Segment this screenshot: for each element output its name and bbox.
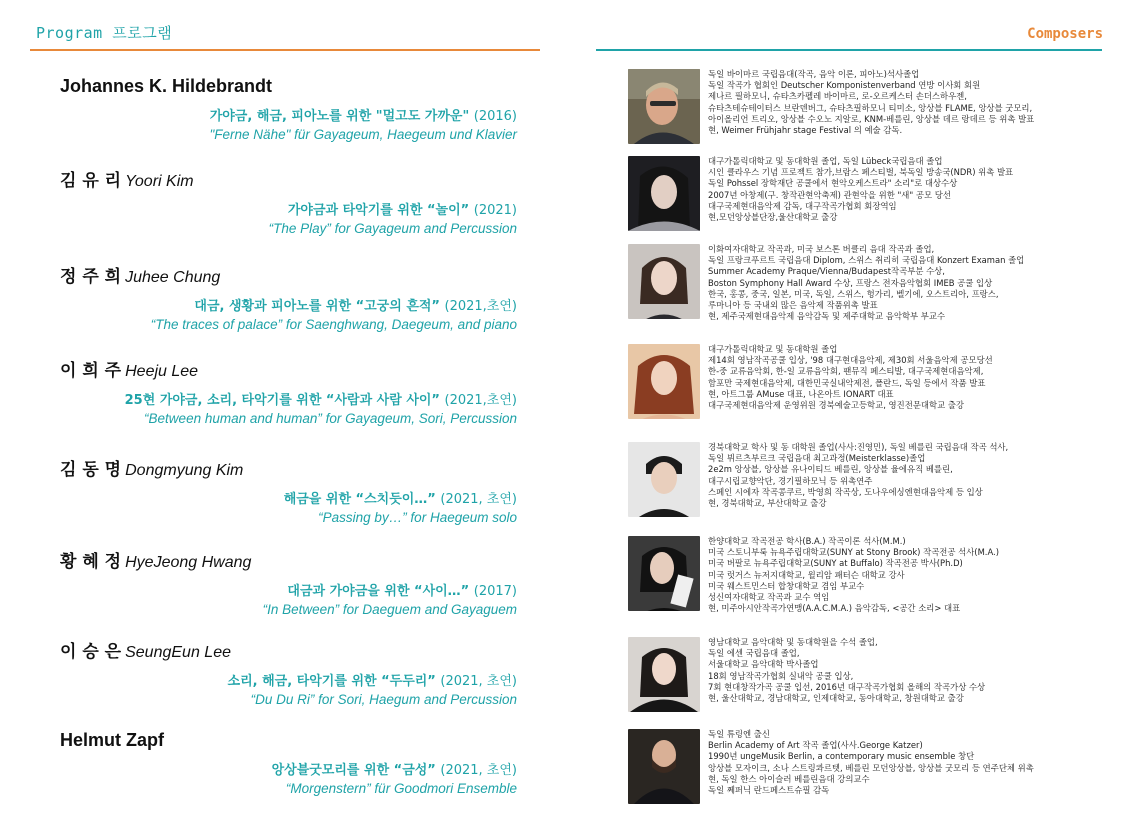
composer-name-text: 황 혜 정 bbox=[60, 552, 122, 572]
composer-bio bbox=[708, 344, 1088, 411]
bio-line: 시인 클라우스 기념 프로젝트 참가,브람스 페스티벌, 북독일 방송국(NDR) 위촉 발표 bbox=[708, 167, 1014, 178]
work-title-en: “The Play” for Gayageum and Percussion bbox=[268, 221, 517, 236]
header-divider-left bbox=[30, 49, 540, 51]
bio-line: 대구국제현대음악제 운영위원 경북예술고등학교, 영진전문대학교 출강 bbox=[708, 400, 965, 411]
bio-line: 영남대학교 음악대학 및 동대학원을 수석 졸업, bbox=[708, 637, 878, 647]
bio-line: 2e2m 앙상블, 앙상블 유나이티드 베를린, 앙상블 율에유직 베를린, bbox=[708, 464, 953, 475]
composer-romanized: HyeJeong Hwang bbox=[125, 554, 252, 571]
program-item bbox=[60, 166, 517, 236]
work-title-ko bbox=[60, 105, 517, 124]
composer-bio bbox=[708, 244, 1088, 322]
program-item bbox=[60, 637, 517, 707]
bio-line: 이화여자대학교 작곡과, 미국 보스톤 버클리 음대 작곡과 졸업, bbox=[708, 244, 935, 254]
composer-name-text: 김 유 리 bbox=[60, 171, 122, 191]
work-title-ko bbox=[60, 295, 517, 314]
composer-name-text: 이 희 주 bbox=[60, 361, 122, 381]
bio-line: 한-중 교류음악회, 한-일 교류음악회, 팬뮤직 페스티발, 대구국제현대음악제, bbox=[708, 366, 984, 377]
bio-line: 미국 버팔로 뉴욕주립대학교(SUNY at Buffalo) 작곡전공 박사(Ph.D) bbox=[708, 558, 963, 569]
work-year: (2017) bbox=[473, 584, 517, 599]
program-item bbox=[60, 262, 517, 332]
bio-line: 현, 경북대학교, 부산대학교 출강 bbox=[708, 498, 827, 509]
bio-line: 독일 쩨퍼닉 란드페스트슈필 감독 bbox=[708, 785, 830, 796]
work-title-ko bbox=[60, 389, 517, 408]
work-title-en: “Morgenstern” für Goodmori Ensemble bbox=[285, 781, 517, 796]
work-year: (2021, 초연) bbox=[440, 674, 517, 689]
composer-name bbox=[60, 262, 517, 287]
work-title-en: “The traces of palace” for Saenghwang, Daegeum, and piano bbox=[150, 317, 517, 332]
bio-line: 현, 울산대학교, 경남대학교, 인제대학교, 동아대학교, 창원대학교 출강 bbox=[708, 693, 964, 704]
composer-name-text: Helmut Zapf bbox=[60, 730, 165, 750]
bio-line: 현, 독일 한스 아이슬러 베를린음대 강의교수 bbox=[708, 773, 870, 784]
composer-romanized: Yoori Kim bbox=[125, 173, 194, 190]
bio-line: 독일 튜링엔 출신 bbox=[708, 729, 770, 739]
bio-line: 성신여자대학교 작곡과 교수 역임 bbox=[708, 592, 830, 603]
program-item bbox=[60, 76, 517, 142]
bio-line: 대구국제현대음악제 감독, 대구작곡가협회 회장역임 bbox=[708, 200, 897, 211]
composer-name-text: 이 승 은 bbox=[60, 642, 122, 662]
composer-name bbox=[60, 76, 517, 97]
composer-romanized: SeungEun Lee bbox=[125, 644, 231, 661]
header-divider-right bbox=[596, 49, 1102, 51]
program-item bbox=[60, 455, 517, 525]
work-title-ko bbox=[60, 488, 517, 507]
bio-line: 앙상블 모자이크, 소나 스트링콰르텟, 베를린 모던앙상블, 앙상블 굿모리 등 연주단체 위촉 bbox=[708, 762, 1034, 773]
composer-name bbox=[60, 356, 517, 381]
program-header-title: Program 프로그램 bbox=[36, 24, 173, 42]
work-title-ko-text: 소리, 해금, 타악기를 위한 “두두리” bbox=[227, 674, 436, 689]
bio-line: 제14회 영남작곡공쿨 입상, '98 대구현대음악제, 제30회 서울음악제 공모당선 bbox=[708, 355, 993, 366]
bio-line: 독일 Pohssel 장학재단 공쿨에서 현악오케스트라" 소리"로 대상수상 bbox=[708, 178, 958, 189]
composer-name-text: 정 주 희 bbox=[60, 267, 122, 287]
bio-line: 미국 스토니부룩 뉴욕주립대학교(SUNY at Stony Brook) 작곡전공 석사(M.A.) bbox=[708, 547, 999, 558]
composer-name bbox=[60, 547, 517, 572]
bio-line: 미국 럿거스 뉴저지대학교, 윌리암 패터슨 대학교 강사 bbox=[708, 569, 905, 580]
bio-line: Berlin Academy of Art 작곡 졸업(사사.George Katzer) bbox=[708, 740, 923, 751]
bio-line: 함포만 국제현대음악제, 대한민국실내악제전, 폴란드, 독일 등에서 작품 발표 bbox=[708, 377, 986, 388]
composer-name bbox=[60, 455, 517, 480]
program-item bbox=[60, 547, 517, 617]
bio-line: 루마니아 등 국내외 많은 음악제 작품위촉 발표 bbox=[708, 300, 878, 311]
work-title-ko-text: 대금과 가야금을 위한 “사이…” bbox=[287, 584, 470, 599]
work-title-ko bbox=[60, 759, 517, 778]
work-year: (2021,초연) bbox=[444, 393, 517, 408]
work-title-en: “Du Du Ri” for Sori, Haegum and Percussion bbox=[250, 692, 517, 707]
work-title-en: “Between human and human” for Gayageum, Sori, Percussion bbox=[144, 411, 517, 426]
composer-romanized: Heeju Lee bbox=[125, 363, 199, 380]
work-title-ko bbox=[60, 670, 517, 689]
composer-name bbox=[60, 730, 517, 751]
bio-line: Boston Symphony Hall Award 수상, 프랑스 전자음악협회 IMEB 공쿨 입상 bbox=[708, 277, 993, 288]
work-year: (2016) bbox=[473, 109, 517, 124]
composer-photo bbox=[628, 536, 700, 611]
composer-name-text: 김 동 명 bbox=[60, 460, 122, 480]
bio-line: 제나르 필하모니, 슈타츠카펠레 바이마르, 로-오르케스터 손더스하우젠, bbox=[708, 91, 967, 102]
composer-name bbox=[60, 637, 517, 662]
bio-line: 독일 뷔르츠부르크 국립음대 최고과정(Meisterklasse)졸업 bbox=[708, 453, 926, 464]
bio-line: Summer Academy Praque/Vienna/Budapest작곡부분 수상, bbox=[708, 266, 945, 277]
composer-photo bbox=[628, 637, 700, 712]
composer-romanized: Dongmyung Kim bbox=[125, 462, 244, 479]
bio-line: 1990년 ungeMusik Berlin, a contemporary music ensemble 창단 bbox=[708, 751, 975, 762]
composer-bio bbox=[708, 637, 1088, 704]
bio-line: 현, 미주아시안작곡가연맹(A.A.C.M.A.) 음악감독, <공간 소리> 대표 bbox=[708, 603, 961, 614]
bio-line: 대구가톨릭대학교 및 동대학원 졸업 bbox=[708, 344, 838, 354]
work-title-ko bbox=[60, 199, 517, 218]
work-year: (2021, 초연) bbox=[440, 763, 517, 778]
composer-bio bbox=[708, 536, 1088, 614]
bio-line: 슈타츠테슈테이터스 브란덴버그, 슈타츠필하모니 티미소, 앙상블 FLAME, 앙상블 굿모리, bbox=[708, 102, 1033, 113]
composer-romanized: Juhee Chung bbox=[125, 269, 221, 286]
work-title-ko-text: 가야금, 해금, 피아노를 위한 "멀고도 가까운" bbox=[209, 109, 470, 124]
work-title-en: “In Between” for Daeguem and Gayaguem bbox=[262, 602, 517, 617]
bio-line: 독일 에센 국립음대 졸업, bbox=[708, 648, 800, 659]
composer-name bbox=[60, 166, 517, 191]
composer-photo bbox=[628, 729, 700, 804]
bio-line: 현, 제주국제현대음악제 음악감독 및 제주대학교 음악학부 부교수 bbox=[708, 311, 946, 322]
work-year: (2021) bbox=[473, 203, 517, 218]
composer-name-text: Johannes K. Hildebrandt bbox=[60, 76, 273, 96]
bio-line: 아이올리언 트리오, 앙상블 수오노 지알로, KNM-베를린, 앙상블 데르 랑데르 등 위촉 발표 bbox=[708, 113, 1035, 124]
work-title-ko-text: 25현 가야금, 소리, 타악기를 위한 “사람과 사람 사이” bbox=[124, 393, 440, 408]
composer-photo bbox=[628, 69, 700, 144]
composer-photo bbox=[628, 156, 700, 231]
work-title-ko bbox=[60, 580, 517, 599]
bio-line: 대구시립교향악단, 경기필하모닉 등 위촉연주 bbox=[708, 475, 873, 486]
bio-line: 7회 현대창작가곡 공쿨 입선, 2016년 대구작곡가협회 올해의 작곡가상 수상 bbox=[708, 681, 986, 692]
composer-bio bbox=[708, 156, 1088, 223]
bio-line: 현,모던앙상블단장,울산대학교 출강 bbox=[708, 212, 838, 223]
composer-photo bbox=[628, 344, 700, 419]
bio-line: 대구가톨릭대학교 및 동대학원 졸업, 독일 Lübeck국립음대 졸업 bbox=[708, 156, 943, 166]
composer-photo bbox=[628, 244, 700, 319]
composer-photo bbox=[628, 442, 700, 517]
bio-line: 경북대학교 학사 및 동 대학원 졸업(사사:진영민), 독일 베를린 국립음대 작곡 석사, bbox=[708, 442, 1009, 452]
work-year: (2021, 초연) bbox=[440, 492, 517, 507]
work-title-ko-text: 가야금과 타악기를 위한 “놀이” bbox=[287, 203, 470, 218]
work-title-en: "Ferne Nähe" für Gayageum, Haegeum und Klavier bbox=[209, 127, 517, 142]
composers-header-title: Composers bbox=[1027, 26, 1103, 42]
bio-line: 독일 바이마르 국립음대(작곡, 음악 이론, 피아노)석사졸업 bbox=[708, 69, 920, 79]
work-title-ko-text: 대금, 생황과 피아노를 위한 “고궁의 흔적” bbox=[194, 299, 440, 314]
work-year: (2021,초연) bbox=[444, 299, 517, 314]
composer-bio bbox=[708, 69, 1088, 136]
composer-bio bbox=[708, 442, 1088, 509]
bio-line: 18회 영남작곡가협회 실내악 공쿨 입상, bbox=[708, 670, 854, 681]
bio-line: 현, 아트그룹 AMuse 대표, 나온아트 IONART 대표 bbox=[708, 388, 894, 399]
program-item bbox=[60, 356, 517, 426]
bio-line: 미국 웨스트민스터 합창대학교 겸임 부교수 bbox=[708, 580, 865, 591]
work-title-ko-text: 해금을 위한 “스치듯이…” bbox=[283, 492, 436, 507]
work-title-ko-text: 앙상블굿모리를 위한 “금성” bbox=[271, 763, 436, 778]
work-title-en: “Passing by…” for Haegeum solo bbox=[318, 510, 517, 525]
bio-line: 한국, 홍콩, 중국, 일본, 미국, 독일, 스위스, 헝가리, 벨기에, 오스트리아, 프랑스, bbox=[708, 288, 999, 299]
bio-line: 한양대학교 작곡전공 학사(B.A.) 작곡이론 석사(M.M.) bbox=[708, 536, 906, 546]
program-item bbox=[60, 730, 517, 796]
bio-line: 독일 작곡가 협회인 Deutscher Komponistenverband 연방 이사회 회원 bbox=[708, 80, 981, 91]
bio-line: 2007년 아창제(구. 창작관현악축제) 관현악을 위한 "새" 공모 당선 bbox=[708, 189, 951, 200]
bio-line: 스페인 시에자 작곡콩쿠르, 박영희 작곡상, 도나우에싱엔현대음악제 등 입상 bbox=[708, 486, 983, 497]
bio-line: 현, Weimer Frühjahr stage Festival 의 예술 감독. bbox=[708, 125, 903, 136]
bio-line: 서울대학교 음악대학 박사졸업 bbox=[708, 659, 819, 670]
bio-line: 독일 프랑크푸르트 국립음대 Diplom, 스위스 취리히 국립음대 Konzert Examan 졸업 bbox=[708, 255, 1025, 266]
composer-bio bbox=[708, 729, 1088, 796]
